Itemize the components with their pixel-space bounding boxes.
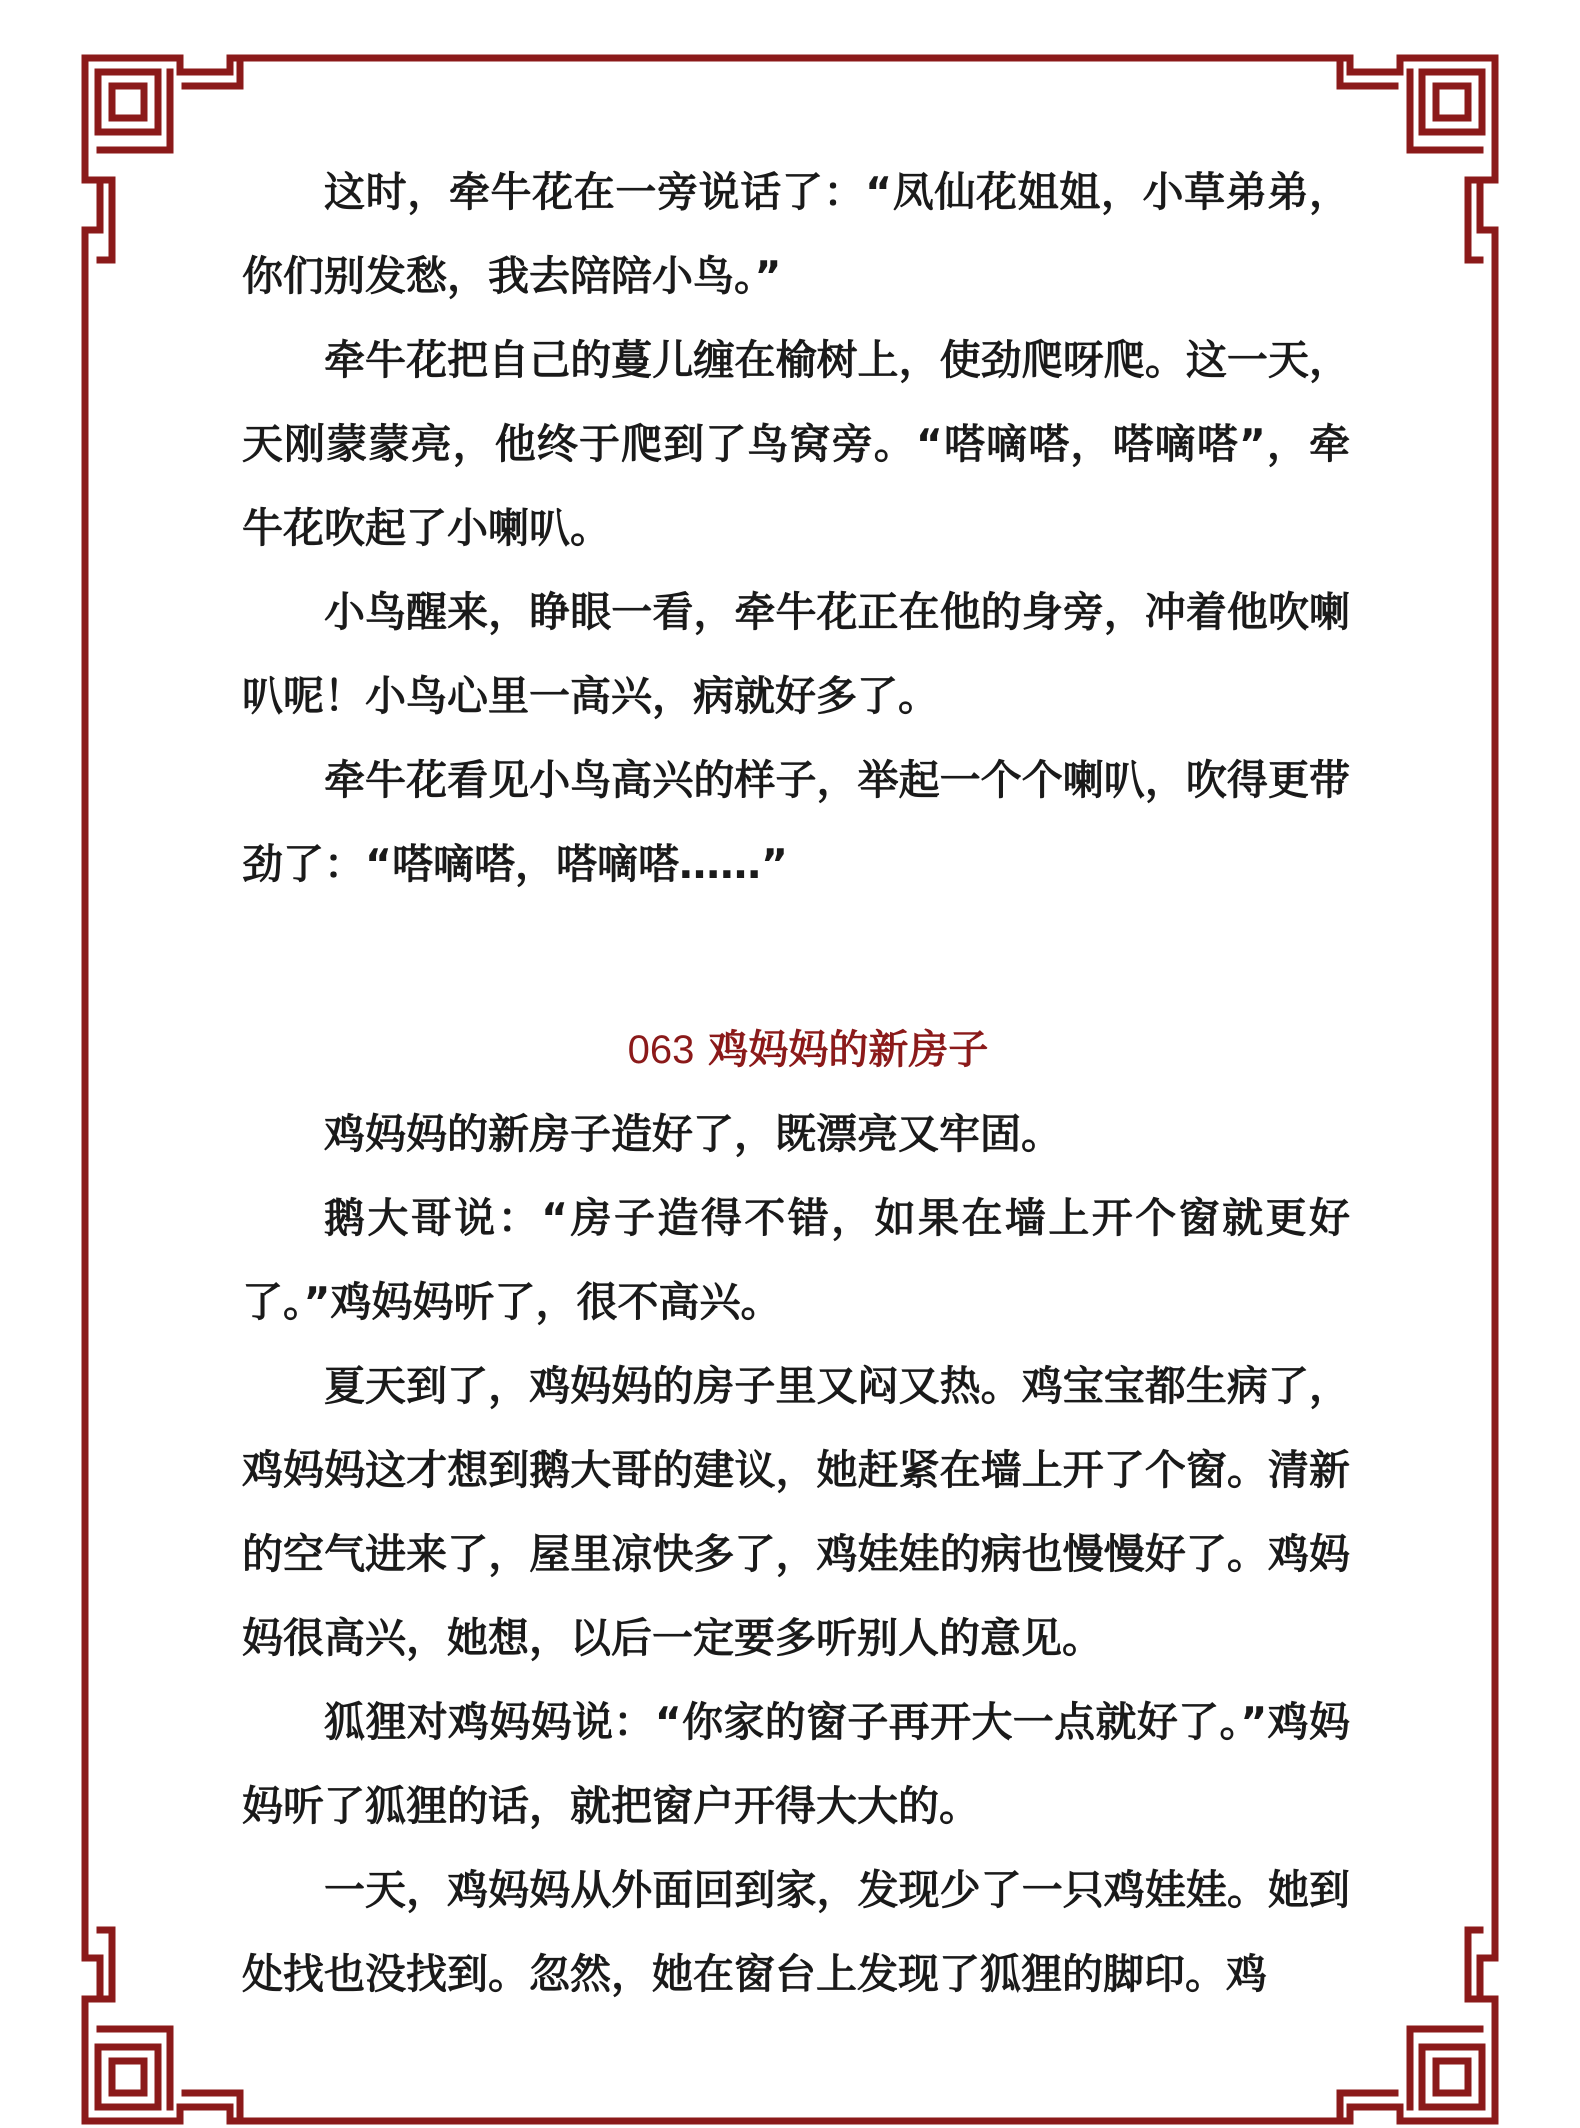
paragraph: 鹅大哥说：“房子造得不错，如果在墙上开个窗就更好了。”鸡妈妈听了，很不高兴。 — [242, 1194, 1350, 1326]
frame-corner-bottom-left — [85, 1930, 240, 2121]
section-gap — [242, 906, 1350, 1008]
frame-corner-top-right — [1340, 58, 1495, 260]
paragraph: 狐狸对鸡妈妈说：“你家的窗子再开大一点就好了。”鸡妈妈听了狐狸的话，就把窗户开得大大的。 — [242, 1698, 1350, 1830]
frame-corner-top-left — [85, 58, 240, 260]
text-content — [242, 150, 1350, 2016]
paragraph: 一天，鸡妈妈从外面回到家，发现少了一只鸡娃娃。她到处找也没找到。忽然，她在窗台上发现了狐狸的脚印。鸡 — [242, 1866, 1350, 1998]
paragraph: 牵牛花看见小鸟高兴的样子，举起一个个喇叭，吹得更带劲了：“嗒嘀嗒，嗒嘀嗒……” — [242, 756, 1350, 888]
story-title-text: 鸡妈妈的新房子 — [708, 1027, 989, 1073]
paragraph: 夏天到了，鸡妈妈的房子里又闷又热。鸡宝宝都生病了，鸡妈妈这才想到鹅大哥的建议，她赶紧在墙上开了个窗。清新的空气进来了，屋里凉快多了，鸡娃娃的病也慢慢好了。鸡妈妈很高兴，她想，以后一定要多听别人的意见。 — [242, 1362, 1350, 1662]
frame-corner-bottom-right — [1340, 1930, 1495, 2121]
story-title — [242, 1008, 1350, 1092]
story-number: 063 — [627, 1028, 695, 1072]
paragraph: 小鸟醒来，睁眼一看，牵牛花正在他的身旁，冲着他吹喇叭呢！小鸟心里一高兴，病就好多了。 — [242, 588, 1350, 720]
paragraph: 鸡妈妈的新房子造好了，既漂亮又牢固。 — [324, 1110, 1062, 1158]
paragraph: 这时，牵牛花在一旁说话了：“凤仙花姐姐，小草弟弟，你们别发愁，我去陪陪小鸟。” — [242, 168, 1350, 300]
paragraph: 牵牛花把自己的蔓儿缠在榆树上，使劲爬呀爬。这一天，天刚蒙蒙亮，他终于爬到了鸟窝旁。“嗒嘀嗒，嗒嘀嗒”，牵牛花吹起了小喇叭。 — [242, 336, 1350, 552]
